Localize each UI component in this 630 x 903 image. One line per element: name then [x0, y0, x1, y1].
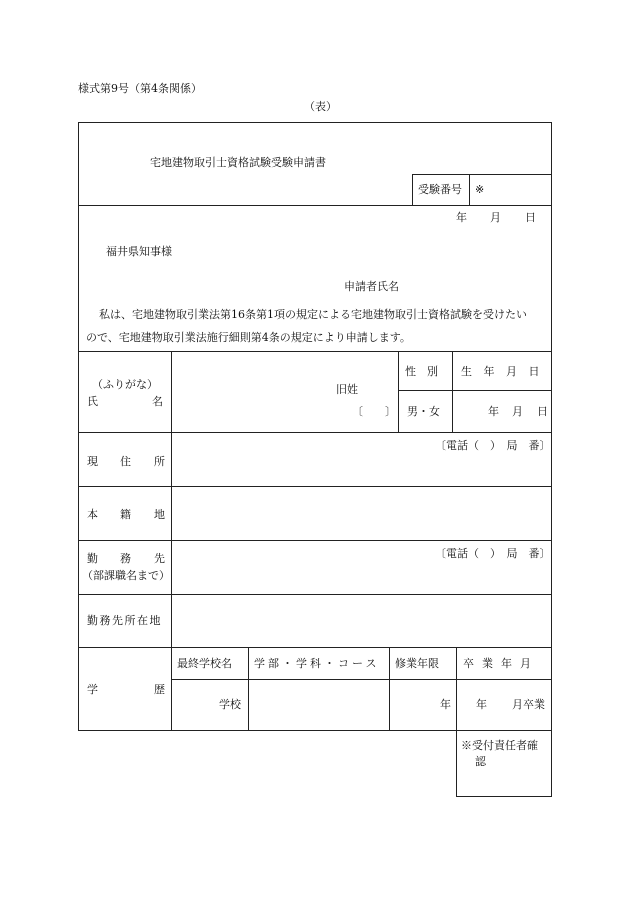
rule	[78, 540, 552, 541]
date-year: 年	[456, 211, 467, 224]
applicant-name-label: 申請者氏名	[344, 280, 399, 293]
school-suffix: 学校	[219, 698, 241, 711]
address-label-1: 現	[87, 455, 98, 468]
workplace-phone: 〔電話（ ） 局 番〕	[435, 547, 551, 560]
workplace-label-2: 務	[120, 552, 131, 565]
col-years: 修業年限	[395, 657, 439, 670]
dob-day: 日	[537, 405, 548, 418]
rule	[78, 594, 552, 595]
exam-number-label: 受験番号	[418, 183, 462, 196]
rule	[456, 647, 457, 731]
rule	[398, 390, 552, 391]
rule	[171, 679, 552, 680]
dob-year: 年	[488, 405, 499, 418]
name-label-mei: 名	[152, 395, 163, 408]
date-day: 日	[525, 211, 536, 224]
rule	[78, 647, 552, 648]
addressee: 福井県知事様	[106, 245, 172, 258]
rule	[389, 647, 390, 731]
sex-options[interactable]: 男・女	[407, 405, 440, 418]
sex-header: 性 別	[405, 365, 438, 378]
rule	[171, 351, 172, 432]
address-label-2: 住	[120, 455, 131, 468]
former-name-label: 旧姓	[336, 383, 358, 396]
statement-line-2: ので、宅地建物取引業法施行細則第4条の規定により申請します。	[86, 331, 411, 344]
rule	[398, 351, 399, 432]
domicile-label-1: 本	[87, 508, 98, 521]
dob-month: 月	[512, 405, 523, 418]
exam-number-mark: ※	[475, 183, 485, 196]
domicile-label-3: 地	[154, 508, 165, 521]
address-phone: 〔電話（ ） 局 番〕	[435, 439, 551, 452]
col-school-name: 最終学校名	[177, 657, 232, 670]
grad-year: 年	[476, 698, 487, 711]
application-form-frame	[78, 122, 552, 731]
rule	[78, 205, 552, 206]
col-graduation: 卒業年月	[463, 657, 539, 670]
receipt-label-line-1: ※受付責任者確	[461, 739, 538, 752]
col-faculty: 学部・学科・コース	[254, 657, 380, 670]
education-label-1: 学	[87, 683, 98, 696]
receipt-label-line-2: 認	[475, 755, 486, 768]
statement-line-1: 私は、宅地建物取引業法第16条第1項の規定による宅地建物取引士資格試験を受けたい	[99, 308, 527, 321]
furigana-label: （ふりがな）	[92, 378, 158, 391]
address-label-3: 所	[154, 455, 165, 468]
rule	[452, 351, 453, 432]
rule	[78, 432, 552, 433]
rule	[78, 486, 552, 487]
grad-month: 月卒業	[512, 698, 545, 711]
date-month: 月	[490, 211, 501, 224]
workplace-sub-label: （部課職名まで）	[82, 569, 170, 582]
exam-number-top-rule	[412, 174, 552, 175]
rule	[412, 174, 413, 205]
form-title: 宅地建物取引士資格試験受験申請書	[150, 156, 326, 169]
workplace-label-3: 先	[154, 552, 165, 565]
workplace-address-label: 勤務先所在地	[87, 614, 162, 627]
side-label: （表）	[304, 100, 337, 113]
rule	[171, 432, 172, 648]
years-suffix: 年	[440, 698, 451, 711]
form-id: 様式第9号（第4条関係）	[78, 82, 202, 95]
dob-header: 生 年 月 日	[461, 365, 544, 378]
name-label-shi: 氏	[87, 395, 98, 408]
rule	[171, 647, 172, 731]
domicile-label-2: 籍	[120, 508, 131, 521]
rule	[248, 647, 249, 731]
rule	[78, 351, 552, 352]
education-label-2: 歴	[154, 683, 165, 696]
workplace-label-1: 勤	[87, 552, 98, 565]
rule	[469, 174, 470, 205]
former-name-bracket: 〔 〕	[352, 405, 396, 418]
